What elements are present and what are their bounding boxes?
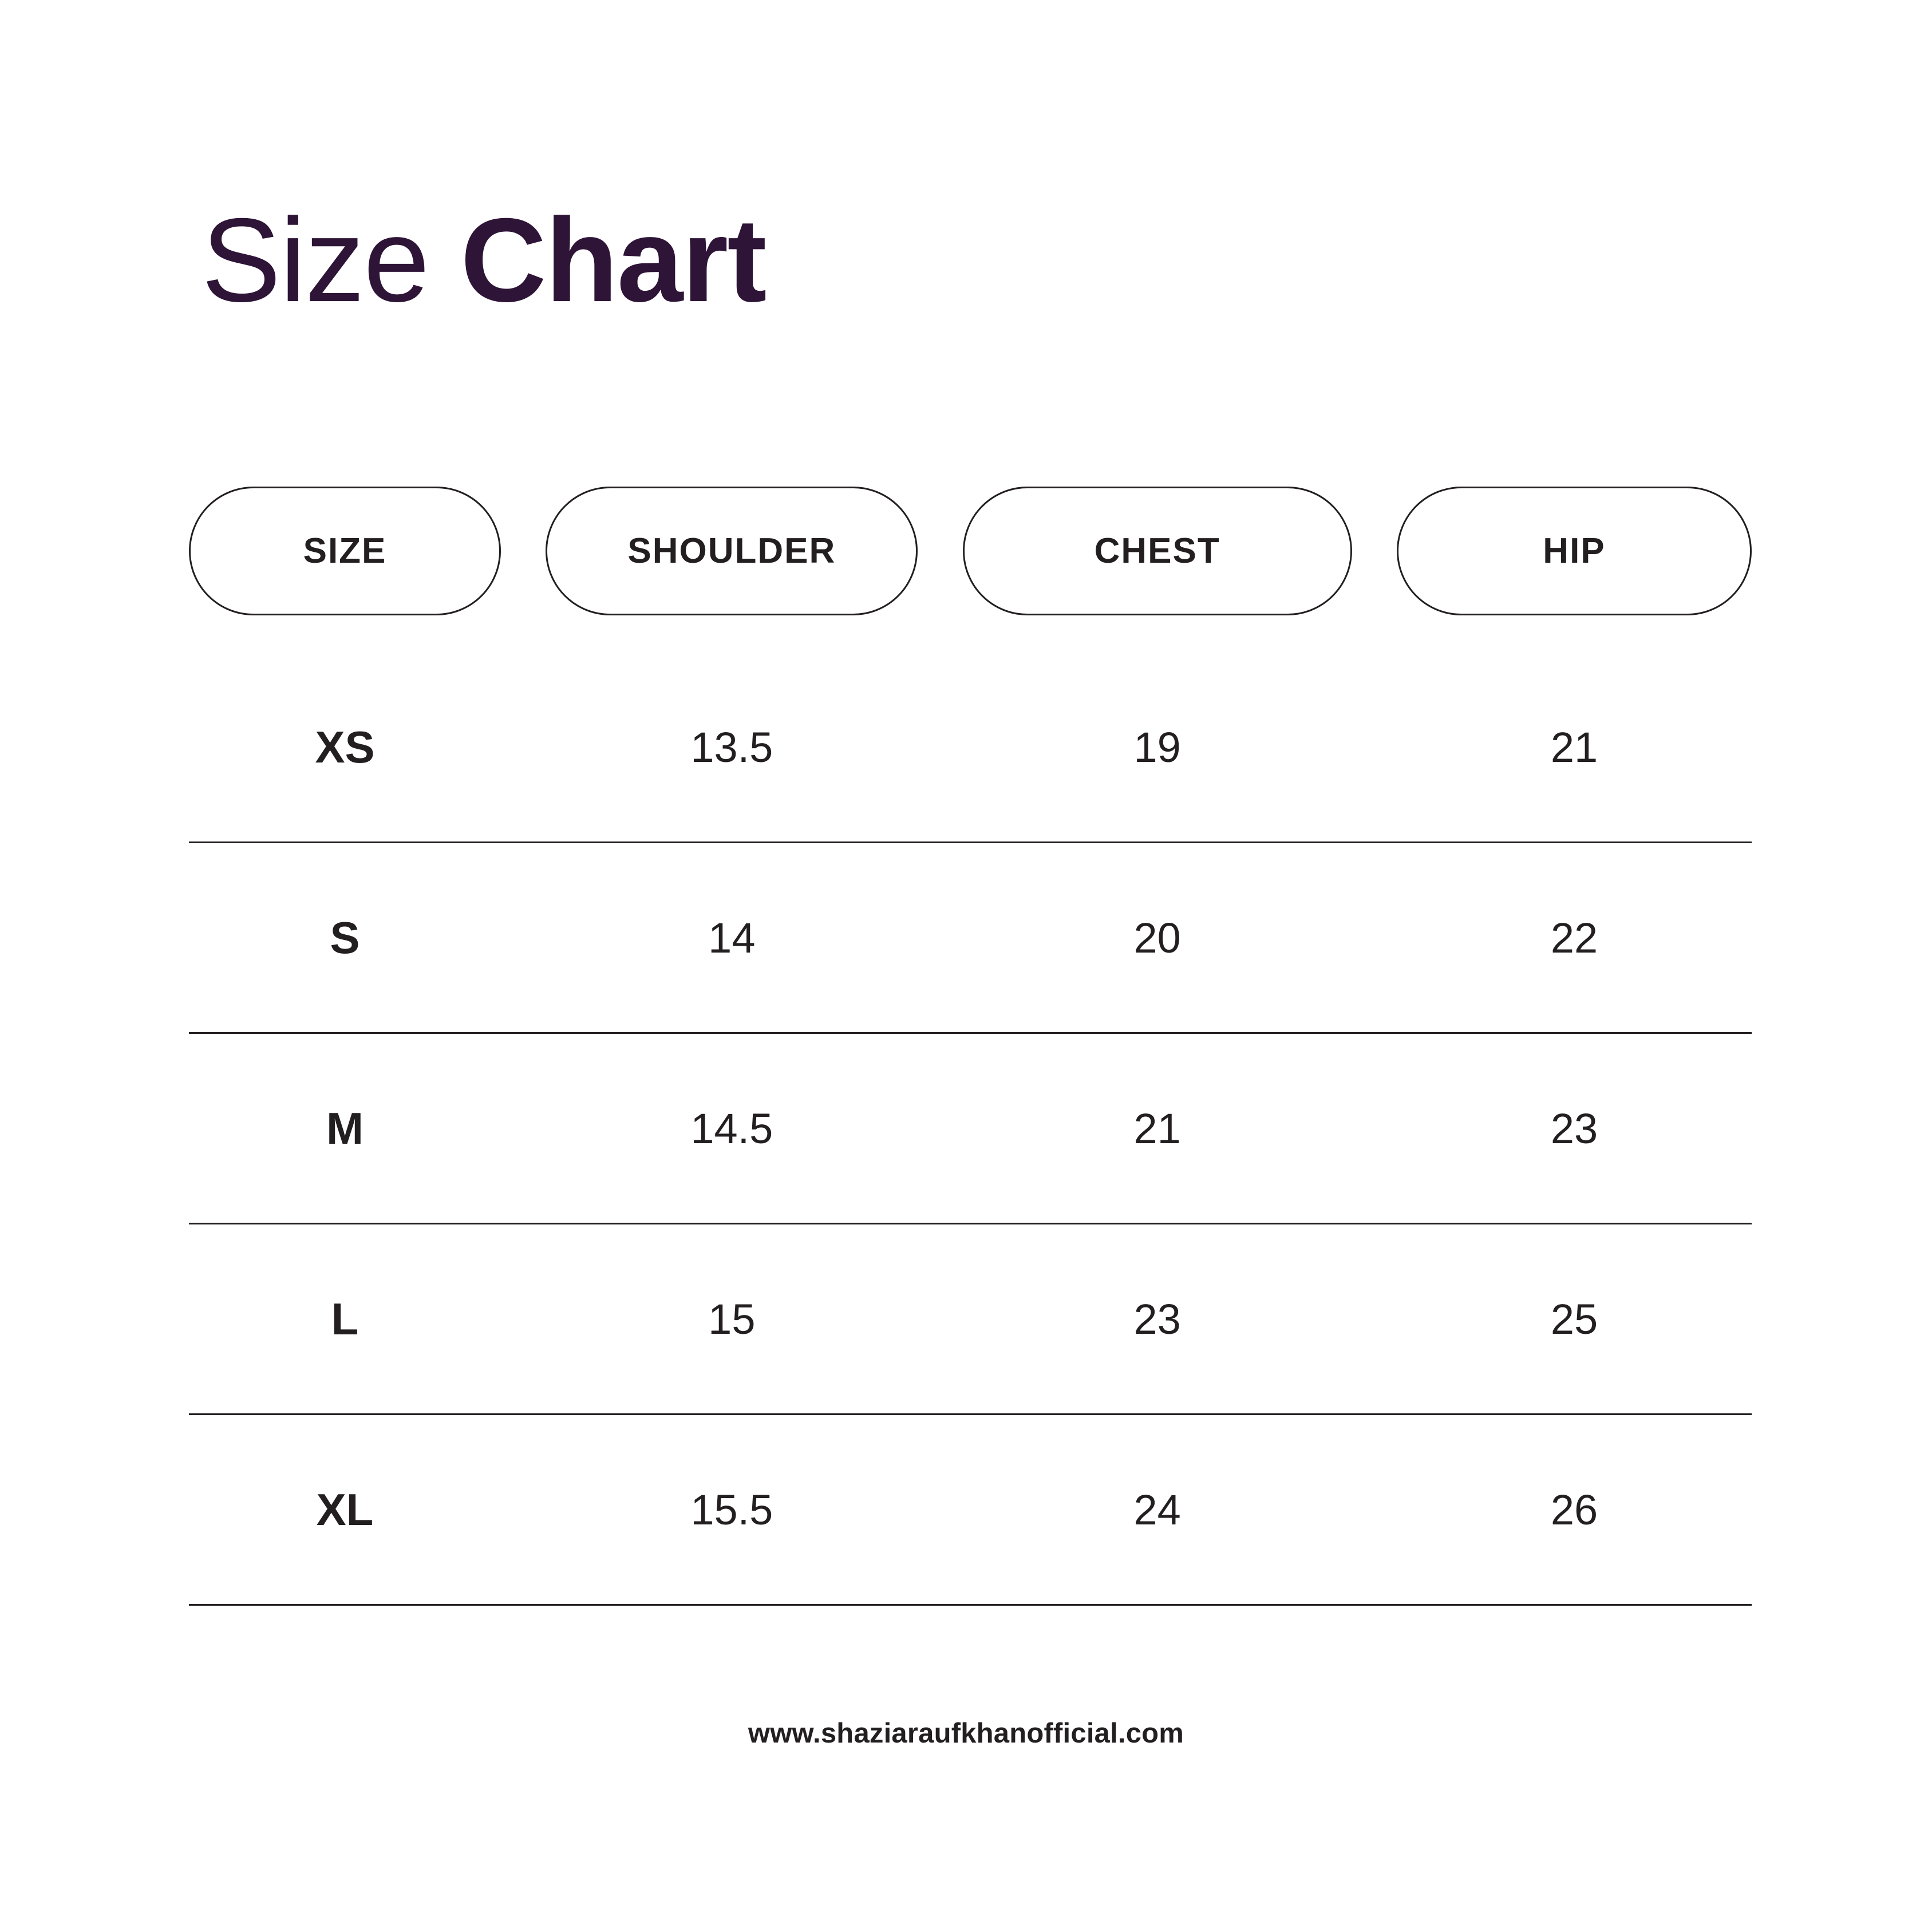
table-row <box>189 843 1752 1034</box>
cell-size-value: M <box>326 1103 364 1153</box>
cell-shoulder-value: 14 <box>708 914 756 962</box>
cell-size-value: L <box>331 1293 359 1344</box>
cell-hip-value: 22 <box>1550 914 1598 962</box>
table-row <box>189 1415 1752 1606</box>
column-header-size-label: SIZE <box>303 531 387 571</box>
cell-size <box>189 653 501 841</box>
page-title-light: Size <box>202 194 461 327</box>
cell-chest <box>963 1415 1352 1604</box>
column-header-chest <box>963 487 1352 615</box>
table-body <box>189 653 1752 1606</box>
cell-chest <box>963 653 1352 841</box>
cell-shoulder <box>546 1224 918 1413</box>
cell-shoulder-value: 14.5 <box>690 1104 773 1152</box>
footer <box>0 1717 1932 1749</box>
table-row <box>189 1034 1752 1224</box>
column-header-shoulder-label: SHOULDER <box>627 531 836 571</box>
cell-size-value: XL <box>316 1484 374 1535</box>
cell-chest-value: 21 <box>1133 1104 1181 1152</box>
cell-chest-value: 20 <box>1133 914 1181 962</box>
cell-shoulder-value: 13.5 <box>690 723 773 771</box>
cell-chest-value: 19 <box>1133 723 1181 771</box>
page-title-bold: Chart <box>460 194 766 327</box>
cell-hip-value: 25 <box>1550 1295 1598 1343</box>
cell-hip-value: 21 <box>1550 723 1598 771</box>
cell-size-value: S <box>330 912 360 963</box>
cell-chest-value: 24 <box>1133 1485 1181 1534</box>
cell-size <box>189 843 501 1032</box>
size-chart-table <box>189 484 1752 1606</box>
column-header-chest-label: CHEST <box>1094 531 1220 571</box>
cell-size-value: XS <box>315 721 375 772</box>
page-title <box>202 189 1747 332</box>
cell-size <box>189 1224 501 1413</box>
page-title-text <box>202 194 766 327</box>
cell-hip-value: 23 <box>1550 1104 1598 1152</box>
cell-hip <box>1397 843 1752 1032</box>
cell-chest-value: 23 <box>1133 1295 1181 1343</box>
column-header-hip <box>1397 487 1752 615</box>
cell-hip-value: 26 <box>1550 1485 1598 1534</box>
table-row <box>189 1224 1752 1415</box>
cell-hip <box>1397 1034 1752 1223</box>
table-header-row <box>189 484 1752 618</box>
cell-chest <box>963 1034 1352 1223</box>
cell-chest <box>963 1224 1352 1413</box>
cell-shoulder-value: 15 <box>708 1295 756 1343</box>
cell-shoulder <box>546 1034 918 1223</box>
cell-shoulder <box>546 843 918 1032</box>
table-row <box>189 653 1752 843</box>
cell-hip <box>1397 653 1752 841</box>
cell-shoulder <box>546 653 918 841</box>
cell-hip <box>1397 1415 1752 1604</box>
column-header-size <box>189 487 501 615</box>
cell-size <box>189 1415 501 1604</box>
column-header-hip-label: HIP <box>1543 531 1606 571</box>
column-header-shoulder <box>546 487 918 615</box>
cell-shoulder-value: 15.5 <box>690 1485 773 1534</box>
cell-size <box>189 1034 501 1223</box>
cell-shoulder <box>546 1415 918 1604</box>
cell-hip <box>1397 1224 1752 1413</box>
website-url[interactable]: www.shaziaraufkhanofficial.com <box>748 1718 1184 1749</box>
cell-chest <box>963 843 1352 1032</box>
